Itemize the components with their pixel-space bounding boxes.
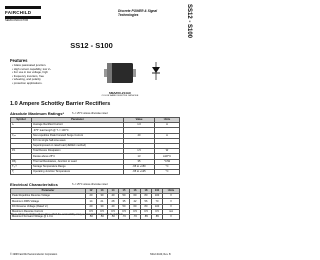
ec-cell: .70 bbox=[130, 214, 141, 219]
ec-cell: 0.5 bbox=[86, 209, 97, 214]
amr-cell: Derate above 25°C bbox=[32, 154, 124, 159]
amr-cell: °C bbox=[155, 169, 180, 174]
ec-cell: V bbox=[163, 194, 180, 199]
amr-cell: Iₒ bbox=[11, 123, 32, 128]
amr-row bbox=[11, 169, 180, 174]
amr-heading: Absolute Maximum Ratings* bbox=[10, 111, 65, 116]
ec-cell: 50 bbox=[119, 194, 130, 199]
ec-cell: 20 bbox=[86, 204, 97, 209]
feature-item: • Glass passivated junction. bbox=[12, 64, 72, 68]
ec-cell: 21 bbox=[97, 199, 108, 204]
logo-sub: SEMICONDUCTOR bbox=[5, 19, 29, 22]
logo-name: FAIRCHILD bbox=[5, 10, 32, 15]
ec-col-device: 12 bbox=[86, 189, 97, 194]
ec-col-device: 13 bbox=[97, 189, 108, 194]
fairchild-logo bbox=[5, 6, 41, 22]
package-drawing bbox=[103, 60, 137, 88]
ec-cell: 0.5 bbox=[108, 209, 119, 214]
ec-cell: Peak Repetitive Reverse Voltage bbox=[11, 194, 86, 199]
ec-cell: 14 bbox=[86, 199, 97, 204]
ec-cell: 35 bbox=[119, 199, 130, 204]
ec-col-device: 16 bbox=[130, 189, 141, 194]
amr-cell: Storage Temperature Range bbox=[32, 164, 124, 169]
amr-cell: 40 bbox=[124, 133, 155, 138]
amr-cell: Total Device Dissipation bbox=[32, 149, 124, 154]
ec-cell: 50 bbox=[119, 204, 130, 209]
amr-table bbox=[10, 117, 180, 175]
amr-col-symbol: Symbol bbox=[11, 118, 32, 123]
feature-item: • wheeling, and polarity bbox=[12, 78, 72, 82]
amr-col-units: Units bbox=[155, 118, 180, 123]
ec-col-device: 18 bbox=[141, 189, 152, 194]
amr-col-parameter: Parameter bbox=[32, 118, 124, 123]
ec-cell: 30 bbox=[97, 194, 108, 199]
amr-cell: 35 bbox=[124, 159, 155, 164]
ec-col-units: Units bbox=[163, 189, 180, 194]
ec-cell: 56 bbox=[141, 199, 152, 204]
ec-col-parameter: Parameter bbox=[11, 189, 86, 194]
ec-cell: 80 bbox=[141, 194, 152, 199]
ec-col-device: 110 bbox=[152, 189, 163, 194]
ec-cell: V bbox=[163, 204, 180, 209]
part-title: SS12 - S100 bbox=[70, 41, 113, 50]
ec-col-device: 15 bbox=[119, 189, 130, 194]
ec-cell: V bbox=[163, 199, 180, 204]
footnote: *These ratings are limiting values above which the serviceability of any semiconductor device may be impaired. bbox=[10, 214, 123, 216]
division-title bbox=[118, 9, 180, 17]
footer-copyright: © 1998 Fairchild Semiconductor Corporation bbox=[10, 253, 58, 256]
amr-cell: Thermal Resistance, Junction to Lead bbox=[32, 159, 124, 164]
division-line2: Technologies bbox=[118, 13, 139, 17]
amr-cell: A bbox=[155, 133, 180, 138]
ec-cell: 0.5 bbox=[130, 209, 141, 214]
ec-note: Tₐ = 25°C unless otherwise noted bbox=[72, 183, 108, 186]
division-line1: Discrete POWER & Signal bbox=[118, 9, 158, 13]
ec-cell: 70 bbox=[152, 199, 163, 204]
ec-cell: 40 bbox=[108, 194, 119, 199]
logo-bar-top bbox=[5, 6, 41, 9]
ec-cell: 60 bbox=[130, 194, 141, 199]
lead-right bbox=[133, 69, 136, 77]
amr-cell: °C bbox=[155, 164, 180, 169]
amr-cell: Tₛₜᴳ bbox=[11, 164, 32, 169]
ec-cell: .85 bbox=[141, 214, 152, 219]
ec-cell: Maximum Forward Voltage @ 1.0 A bbox=[11, 214, 86, 219]
amr-cell: 8.3 ms single half-sine-wave bbox=[32, 138, 124, 143]
sidebar-part-number: SS12 - S100 bbox=[186, 4, 192, 39]
amr-note: Tₐ = 25°C unless otherwise noted bbox=[72, 112, 108, 115]
ec-cell: 100 bbox=[152, 194, 163, 199]
ec-cell: .50 bbox=[108, 214, 119, 219]
ec-cell: 0.5 bbox=[97, 209, 108, 214]
package-label: SMA/DO-214AC bbox=[108, 91, 132, 95]
feature-item: • protection applications. bbox=[12, 82, 72, 86]
amr-cell: .375" lead length @ Tₗ = 100°C bbox=[32, 128, 124, 133]
ec-cell: 60 bbox=[130, 204, 141, 209]
ec-cell: .85 bbox=[152, 214, 163, 219]
ec-col-device: 14 bbox=[108, 189, 119, 194]
ec-cell: DC Reverse Voltage (Rated Vᵣ) bbox=[11, 204, 86, 209]
ec-cell: .50 bbox=[97, 214, 108, 219]
amr-cell: 1.0 bbox=[124, 123, 155, 128]
amr-cell: Operating Junction Temperature bbox=[32, 169, 124, 174]
amr-cell: 13 bbox=[124, 154, 155, 159]
package-note: COLOR BAND DENOTES CATHODE bbox=[101, 95, 139, 97]
ec-cell: 80 bbox=[141, 204, 152, 209]
ec-cell: 40 bbox=[108, 204, 119, 209]
ec-cell: 0.5 bbox=[119, 209, 130, 214]
features-list bbox=[12, 64, 72, 86]
cathode-band bbox=[107, 63, 112, 83]
feature-item: • For use in low voltage, high bbox=[12, 71, 72, 75]
features-heading: Features bbox=[10, 58, 28, 63]
ec-cell: Maximum RMS Voltage bbox=[11, 199, 86, 204]
main-title: 1.0 Ampere Schottky Barrier Rectifiers bbox=[10, 101, 111, 107]
ec-cell: 0.5 bbox=[141, 209, 152, 214]
ec-cell: 28 bbox=[108, 199, 119, 204]
footer-revision: SS12-S100, Rev. B bbox=[150, 253, 171, 256]
amr-cell: -65 to +150 bbox=[124, 164, 155, 169]
ec-cell: Maximum Reverse Current bbox=[11, 209, 86, 214]
amr-cell: Tⱼ bbox=[11, 169, 32, 174]
amr-cell: -65 to +125 bbox=[124, 169, 155, 174]
amr-cell: Rθⱼₗ bbox=[11, 159, 32, 164]
amr-col-value: Value bbox=[124, 118, 155, 123]
amr-cell: Superimposed on rated load (JEDEC method) bbox=[32, 143, 124, 148]
ec-cell: 100 bbox=[152, 204, 163, 209]
amr-cell: W bbox=[155, 149, 180, 154]
ec-cell: .70 bbox=[119, 214, 130, 219]
sidebar-strip bbox=[183, 0, 200, 260]
ec-cell: 42 bbox=[130, 199, 141, 204]
amr-cell: Pᴅ bbox=[11, 149, 32, 154]
amr-cell: Iᶠₛₘ bbox=[11, 133, 32, 138]
amr-cell: °C/W bbox=[155, 159, 180, 164]
ec-cell: .50 bbox=[86, 214, 97, 219]
lead-left bbox=[104, 69, 107, 77]
ec-cell: 20 bbox=[86, 194, 97, 199]
ec-heading: Electrical Characteristics bbox=[10, 182, 58, 187]
amr-cell: Average Rectified Current bbox=[32, 123, 124, 128]
feature-item: • High current capability, low Vₓ. bbox=[12, 68, 72, 72]
ec-cell: 0.5 bbox=[152, 209, 163, 214]
ec-cell: V bbox=[163, 214, 180, 219]
feature-item: • frequency inverters, free bbox=[12, 75, 72, 79]
amr-body bbox=[11, 123, 180, 175]
amr-cell: A bbox=[155, 123, 180, 128]
ec-cell: mA bbox=[163, 209, 180, 214]
amr-cell: 1.5 bbox=[124, 149, 155, 154]
amr-cell: Non-repetitive Peak Forward Surge Current bbox=[32, 133, 124, 138]
diode-symbol-icon bbox=[150, 62, 162, 80]
ec-cell: 30 bbox=[97, 204, 108, 209]
amr-cell: mW/°C bbox=[155, 154, 180, 159]
